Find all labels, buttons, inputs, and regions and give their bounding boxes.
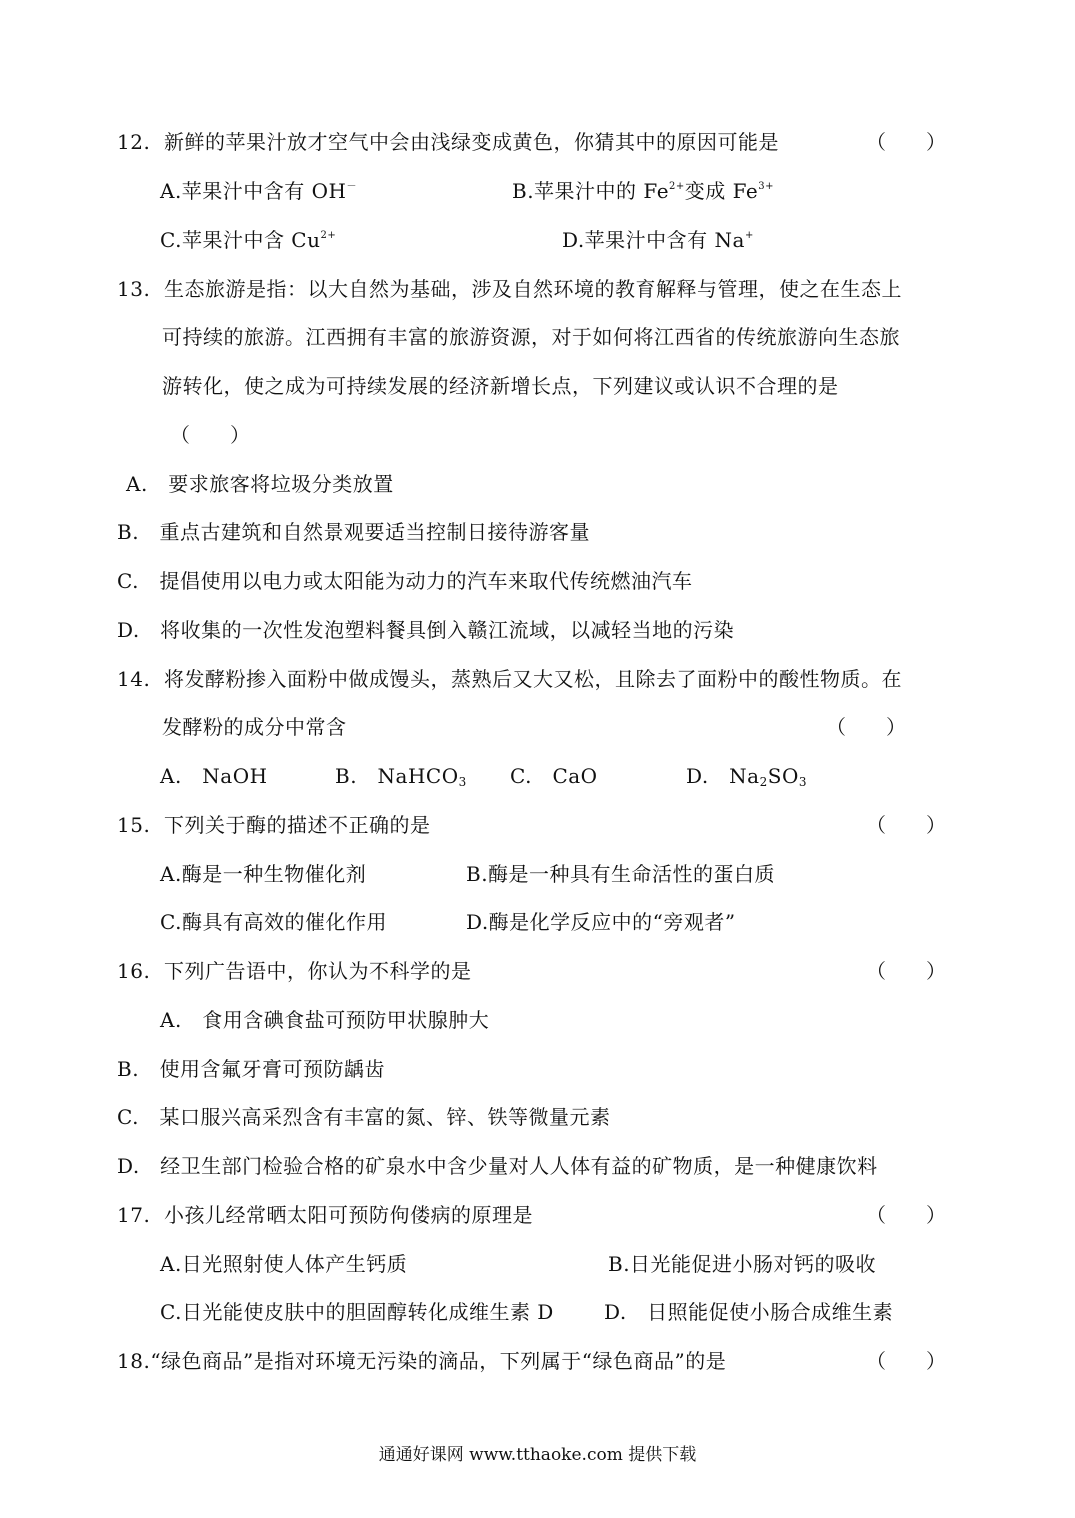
answer-bracket: （ ） xyxy=(866,130,946,154)
page-footer: 通通好课网 www.tthaoke.com 提供下载 xyxy=(378,1445,697,1465)
question-14-stem xyxy=(117,667,902,691)
answer-bracket: （ ） xyxy=(866,813,946,837)
question-number: 13. xyxy=(117,277,151,301)
option-c: C.酶具有高效的催化作用 xyxy=(160,910,387,934)
option-a: A.酶是一种生物催化剂 xyxy=(160,862,367,886)
question-text: 下列广告语中，你认为不科学的是 xyxy=(164,959,472,983)
option-d: D. 经卫生部门检验合格的矿泉水中含少量对人人体有益的矿物质，是一种健康饮料 xyxy=(117,1154,878,1178)
option-c: C. 提倡使用以电力或太阳能为动力的汽车来取代传统燃油汽车 xyxy=(117,569,693,593)
option-b: B. 重点古建筑和自然景观要适当控制日接待游客量 xyxy=(117,520,591,544)
option-c: C.苹果汁中含 $Cu^{2+}$ xyxy=(160,228,337,252)
question-number: 14. xyxy=(117,667,151,691)
question-text: 小孩儿经常晒太阳可预防佝偻病的原理是 xyxy=(164,1203,534,1227)
option-d: D.苹果汁中含有 Na+ xyxy=(562,228,754,252)
question-number: 16. xyxy=(117,959,151,983)
question-text: 将发酵粉掺入面粉中做成馒头，蒸熟后又大又松，且除去了面粉中的酸性物质。在 xyxy=(164,667,903,691)
question-text: 新鲜的苹果汁放才空气中会由浅绿变成黄色，你猜其中的原因可能是 xyxy=(164,130,780,154)
option-a: A.日光照射使人体产生钙质 xyxy=(160,1252,408,1276)
option-b: B. NaHCO$_3$ xyxy=(335,764,467,789)
answer-bracket: （ ） xyxy=(826,715,906,739)
question-17-stem xyxy=(117,1203,533,1227)
option-b: B.日光能促进小肠对钙的吸收 xyxy=(608,1252,877,1276)
question-text: 可持续的旅游。江西拥有丰富的旅游资源，对于如何将江西省的传统旅游向生态旅 xyxy=(162,325,900,349)
question-text: 发酵粉的成分中常含 xyxy=(162,715,347,739)
option-b: B.酶是一种具有生命活性的蛋白质 xyxy=(466,862,776,886)
question-text: 下列关于酶的描述不正确的是 xyxy=(164,813,431,837)
question-15-stem xyxy=(117,813,431,837)
option-b: B. 使用含氟牙膏可预防龋齿 xyxy=(117,1057,386,1081)
question-text: 生态旅游是指：以大自然为基础，涉及自然环境的教育解释与管理，使之在生态上 xyxy=(164,277,903,301)
option-b: B.苹果汁中的 $Fe^{2+}$变成 $Fe^{3+}$ xyxy=(512,179,775,203)
question-text: 游转化，使之成为可持续发展的经济新增长点，下列建议或认识不合理的是 xyxy=(162,374,839,398)
answer-bracket: （ ） xyxy=(170,423,250,447)
question-number: 12. xyxy=(117,130,151,154)
option-d: D. $Na_2SO_3$ xyxy=(686,764,807,789)
question-16-stem xyxy=(117,959,472,983)
option-d: D. 将收集的一次性发泡塑料餐具倒入赣江流域，以减轻当地的污染 xyxy=(117,618,735,642)
option-a: A. NaOH xyxy=(160,764,268,788)
answer-bracket: （ ） xyxy=(866,1203,946,1227)
question-13-stem xyxy=(117,277,902,301)
option-c: C. 某口服兴高采烈含有丰富的氮、锌、铁等微量元素 xyxy=(117,1105,611,1129)
question-12-stem xyxy=(117,130,779,154)
option-c: C.日光能使皮肤中的胆固醇转化成维生素 D xyxy=(160,1300,554,1324)
question-text: “绿色商品”是指对环境无污染的滴品，下列属于“绿色商品”的是 xyxy=(150,1349,727,1373)
answer-bracket: （ ） xyxy=(866,959,946,983)
option-c: C. CaO xyxy=(510,764,598,788)
option-a: A. 食用含碘食盐可预防甲状腺肿大 xyxy=(160,1008,490,1032)
question-number: 17. xyxy=(117,1203,151,1227)
question-number: 18. xyxy=(117,1349,151,1373)
question-18-stem xyxy=(117,1349,726,1373)
option-d: D. 日照能促使小肠合成维生素 xyxy=(604,1300,894,1324)
option-d: D.酶是化学反应中的“旁观者” xyxy=(466,910,736,934)
option-a: A.苹果汁中含有 OH－ xyxy=(160,179,357,203)
option-a: A. 要求旅客将垃圾分类放置 xyxy=(126,472,394,496)
answer-bracket: （ ） xyxy=(866,1349,946,1373)
question-number: 15. xyxy=(117,813,151,837)
